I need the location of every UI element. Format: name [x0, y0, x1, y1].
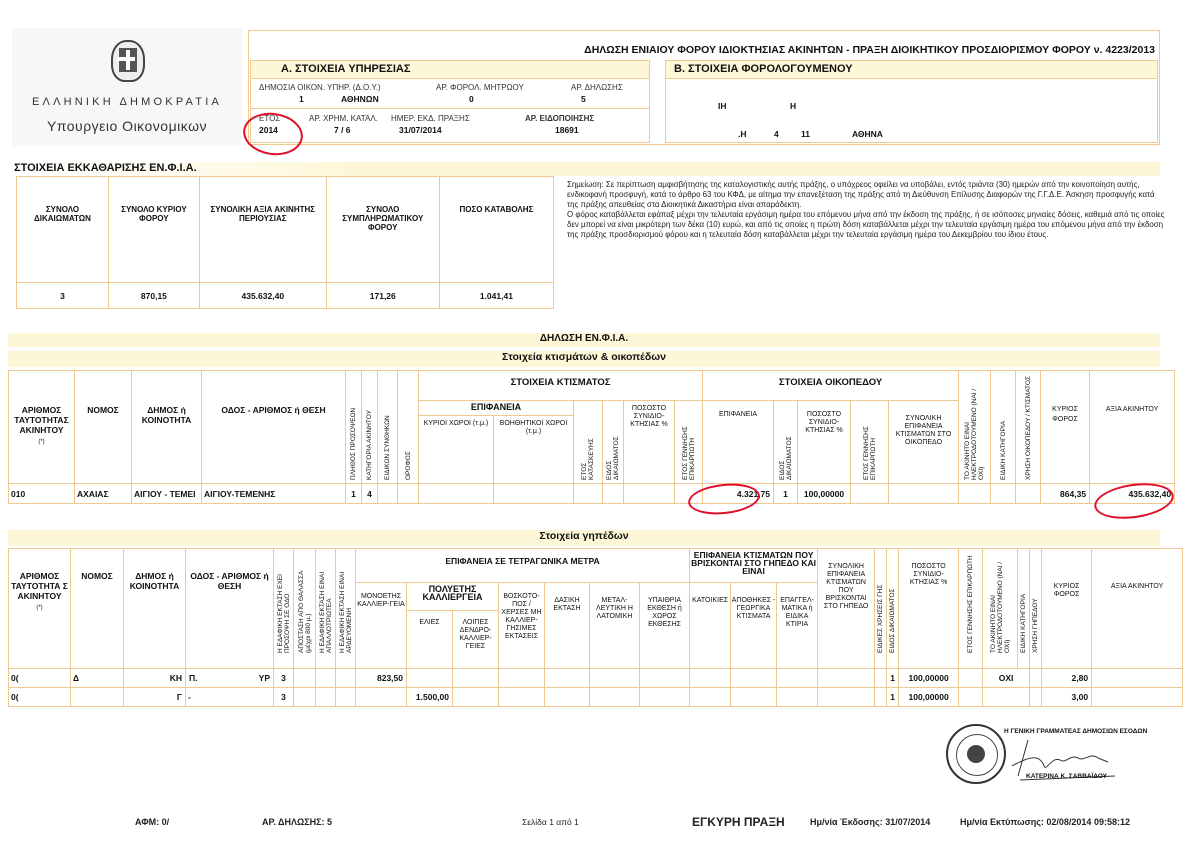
dilosi-value: 5 — [581, 94, 586, 104]
col-header: ΣΥΝΟΛΟ ΚΥΡΙΟΥ ΦΟΡΟΥ — [108, 177, 199, 283]
buildings-table — [8, 370, 1175, 504]
col-annual-crop: ΜΟΝΟΕΤΗΣ ΚΑΛΛΙΕΡ-ΓΕΙΑ — [356, 583, 407, 669]
col-category: ΚΑΤΗΓΟΡΙΑ ΑΚΙΝΗΤΟΥ — [366, 410, 373, 480]
col-usufruct-year: ΕΤΟΣ ΓΕΝΝΗΣΗΣ ΕΠΙΚΑΡΠΩΤΗ — [681, 426, 696, 480]
group-surface-sqm: ΕΠΙΦΑΝΕΙΑ ΣΕ ΤΕΤΡΑΓΩΝΙΚΑ ΜΕΤΡΑ — [356, 549, 690, 583]
col-value: ΑΞΙΑ ΑΚΙΝΗΤΟΥ — [1090, 371, 1175, 484]
plot-surface-value: 4.321,75 — [703, 484, 774, 504]
footer-print-date: Ημ/νία Εκτύπωσης: 02/08/2014 09:58:12 — [960, 817, 1130, 827]
col-aux-spaces: ΒΟΗΘΗΤΙΚΟΙ ΧΩΡΟΙ (τ.μ.) — [494, 416, 574, 484]
total-supplementary-tax: 171,26 — [326, 283, 439, 309]
col-usage: ΧΡΗΣΗ ΟΙΚΟΠΕΔΟΥ / ΚΤΙΣΜΑΤΟΣ — [1024, 376, 1032, 480]
total-property-value: 435.632,40 — [199, 283, 326, 309]
col-professional: ΕΠΑΓΓΕΛ-ΜΑΤΙΚΑ ή ΕΙΔΙΚΑ ΚΤΙΡΙΑ — [777, 583, 818, 669]
footer-page: Σελίδα 1 από 1 — [522, 817, 579, 827]
group-perennial-crop: ΠΟΛΥΕΤΗΣ ΚΑΛΛΙΕΡΓΕΙΑ — [407, 583, 499, 611]
katal-value: 7 / 6 — [334, 125, 351, 135]
col-facades: ΠΛΗΘΟΣ ΠΡΟΣΟΨΕΩΝ — [350, 407, 357, 480]
col-header: ΣΥΝΟΛΟ ΔΙΚΑΙΩΜΑΤΩΝ — [17, 177, 109, 283]
col-dimos: ΔΗΜΟΣ ή ΚΟΙΝΟΤΗΤΑ — [132, 371, 202, 484]
col-plot-surface: ΕΠΙΦΑΝΕΙΑ — [703, 401, 774, 484]
section-b — [665, 60, 1158, 143]
col-plot-percent: ΠΟΣΟΣΤΟ ΣΥΝΙΔΙΟ-ΚΤΗΣΙΑΣ % — [798, 401, 851, 484]
section-a-title: Α. ΣΤΟΙΧΕΙΑ ΥΠΗΡΕΣΙΑΣ — [251, 61, 649, 79]
property-value: 435.632,40 — [1090, 484, 1175, 504]
note-paragraph-2: Ο φόρος καταβάλλεται εφάπαξ μέχρι την τελευταία εργάσιμη ημέρα του επόμενου μήνα από την έκδοση της πράξης, ή σε ισόποσες μηνιαίες δόσεις, καθεμιά από τις οποίες δεν μπορεί να είναι μικρότερη των δέκα (10) ευρώ, και από τις οποίες η πρώτη δόση καταβάλλεται μέχρι την τελευταία εργάσιμη ημέρα του επόμενου μήνα από την έκδοση της πράξης προσδιορισμού φόρου και η τελευταία δόση καταβάλλεται μέχρι την τελευταία εργάσιμη ημέρα του Δεκεμβρίου του ίδιου έτους. — [567, 210, 1165, 239]
col-pasture: ΒΟΣΚΟΤΟ-ΠΟΣ / ΧΕΡΣΕΣ ΜΗ ΚΑΛΛΙΕΡ-ΓΗΣΙΜΕΣ ΕΚΤΑΣΕΙΣ — [499, 583, 545, 669]
greek-coat-of-arms-icon — [111, 40, 145, 82]
col-percent: ΠΟΣΟΣΤΟ ΣΥΝΙΔΙΟ-ΚΤΗΣΙΑΣ % — [624, 401, 675, 484]
footer-issue-date: Ημ/νία Έκδοσης: 31/07/2014 — [810, 817, 931, 827]
land-title: Στοιχεία γηπέδων — [8, 530, 1160, 546]
col-electrified: ΤΟ ΑΚΙΝΗΤΟ ΕΙΝΑΙ ΗΛΕΚΤΡΟΔΟΤΟΥΜΕΝΟ (ΝΑΙ / ΟΧΙ) — [964, 388, 986, 480]
group-surface: ΕΠΙΦΑΝΕΙΑ — [419, 401, 574, 416]
declaration-title: ΔΗΛΩΣΗ ΕΝ.Φ.Ι.Α. — [8, 333, 1160, 347]
logo-ministry: Υπουργειο Οικονομικων — [46, 118, 208, 134]
col-right-type: ΕΙΔΟΣ ΔΙΚΑΙΩΜΑΤΟΣ — [889, 588, 897, 653]
col-percent: ΠΟΣΟΣΤΟ ΣΥΝΙΔΙΟ-ΚΤΗΣΙΑΣ % — [899, 549, 959, 669]
col-odos: ΟΔΟΣ - ΑΡΙΘΜΟΣ ή ΘΕΣΗ — [202, 371, 346, 484]
col-special-uses: ΕΙΔΙΚΕΣ ΧΡΗΣΕΙΣ ΓΗΣ — [877, 584, 885, 653]
cross-icon — [117, 57, 135, 61]
col-residences: ΚΑΤΟΙΚΙΕΣ — [690, 583, 731, 669]
col-plot-usufruct-year: ΕΤΟΣ ΓΕΝΝΗΣΗΣ ΕΠΙΚΑΡΠΩΤΗ — [862, 426, 877, 480]
col-special-category: ΕΙΔΙΚΗ ΚΑΤΗΓΟΡΙΑ — [1020, 593, 1028, 653]
total-rights: 3 — [17, 283, 109, 309]
imer-value: 31/07/2014 — [399, 125, 442, 135]
taxpayer-postcode: 11 — [801, 129, 810, 139]
col-right-type: ΕΙΔΟΣ ΔΙΚΑΙΩΜΑΤΟΣ — [606, 436, 620, 480]
etos-value: 2014 — [259, 125, 278, 135]
signatory-name: ΚΑΤΕΡΙΝΑ Κ. ΣΑΒΒΑΪΔΟΥ — [1026, 773, 1107, 780]
eidop-value: 18691 — [555, 125, 579, 135]
taxpayer-number: 4 — [774, 129, 779, 139]
table-row: 010 ΑΧΑΙΑΣ ΑΙΓΙΟΥ - ΤΕΜΕΙ ΑΙΓΙΟΥ-ΤΕΜΕΝΗΣ 1 4 4.321,75 1 100,00000 864,35 435.632,40 — [9, 484, 1175, 504]
col-floor: ΟΡΟΦΟΣ — [404, 451, 412, 480]
taxpayer-address: .Η — [738, 129, 747, 139]
signatory-title: Η ΓΕΝΙΚΗ ΓΡΑΜΜΑΤΕΑΣ ΔΗΜΟΣΙΩΝ ΕΣΟΔΩΝ — [1004, 728, 1148, 735]
group-building: ΣΤΟΙΧΕΙΑ ΚΤΙΣΜΑΤΟΣ — [419, 371, 703, 401]
col-plot-right-type: ΕΙΔΟΣ ΔΙΚΑΙΩΜΑΤΟΣ — [778, 436, 793, 480]
col-dimos: ΔΗΜΟΣ ή ΚΟΙΝΟΤΗΤΑ — [124, 549, 186, 669]
col-usufruct-year: ΕΤΟΣ ΓΕΝΝΗΣΗΣ ΕΠΙΚΑΡΠΩΤΗ — [967, 555, 975, 653]
col-warehouses: ΑΠΟΘΗΚΕΣ - ΓΕΩΡΓΙΚΑ ΚΤΙΣΜΑΤΑ — [731, 583, 777, 669]
imer-label: ΗΜΕΡ. ΕΚΔ. ΠΡΑΞΗΣ — [391, 114, 470, 123]
clearance-table — [16, 176, 554, 309]
eidop-label: ΑΡ. ΕΙΔΟΠΟΙΗΣΗΣ — [525, 114, 595, 123]
col-id: ΑΡΙΘΜΟΣ ΤΑΥΤΟΤΗΤΑ Σ ΑΚΙΝΗΤΟΥ (*) — [9, 549, 71, 669]
legal-note — [567, 180, 1167, 240]
col-forest: ΔΑΣΙΚΗ ΕΚΤΑΣΗ — [545, 583, 590, 669]
buildings-title: Στοιχεία κτισμάτων & οικοπέδων — [8, 351, 1160, 367]
taxpayer-field: ΙΗ — [718, 101, 727, 111]
footer-afm: ΑΦΜ: 0/ — [135, 817, 170, 827]
col-main-tax: ΚΥΡΙΟΣ ΦΟΡΟΣ — [1042, 549, 1092, 669]
col-id: ΑΡΙΘΜΟΣ ΤΑΥΤΟΤΗΤΑΣ ΑΚΙΝΗΤΟΥ (*) — [9, 371, 75, 484]
clearance-title: ΣΤΟΙΧΕΙΑ ΕΚΚΑΘΑΡΙΣΗΣ ΕΝ.Φ.Ι.Α. — [14, 162, 1160, 176]
document-title: ΔΗΛΩΣΗ ΕΝΙΑΙΟΥ ΦΟΡΟΥ ΙΔΙΟΚΤΗΣΙΑΣ ΑΚΙΝΗΤΩΝ - ΠΡΑΞΗ ΔΙΟΙΚΗΤΙΚΟΥ ΠΡΟΣΔΙΟΡΙΣΜΟΥ ΦΟΡΟΥ ν. 4223/2013 — [584, 44, 1155, 56]
mitroo-label: ΑΡ. ΦΟΡΟΛ. ΜΗΤΡΩΟΥ — [436, 83, 524, 92]
col-nomos: ΝΟΜΟΣ — [71, 549, 124, 669]
doy-label: ΔΗΜΟΣΙΑ ΟΙΚΟΝ. ΥΠΗΡ. (Δ.Ο.Υ.) — [259, 83, 381, 92]
taxpayer-field: Η — [790, 101, 797, 111]
table-row: 0( Δ ΚΗ Π. ΥΡ 3 823,50 1 100,00000 ΟΧΙ 2,80 — [9, 669, 1183, 688]
col-header: ΣΥΝΟΛΙΚΗ ΑΞΙΑ ΑΚΙΝΗΤΗΣ ΠΕΡΙΟΥΣΙΑΣ — [199, 177, 326, 283]
section-a — [250, 60, 650, 143]
col-olives: ΕΛΙΕΣ — [407, 611, 453, 669]
col-nomos: ΝΟΜΟΣ — [75, 371, 132, 484]
col-road-facade: Η ΕΔΑΦΙΚΗ ΕΚΤΑΣΗ ΕΧΕΙ ΠΡΟΣΟΨΗ ΣΕ ΟΔΟ — [276, 574, 291, 653]
col-odos: ΟΔΟΣ - ΑΡΙΘΜΟΣ ή ΘΕΣΗ — [186, 549, 274, 669]
footer-declaration: ΑΡ. ΔΗΛΩΣΗΣ: 5 — [262, 817, 333, 827]
official-seal — [946, 724, 1006, 784]
doy-name: ΑΘΗΝΩΝ — [341, 94, 379, 104]
total-main-tax: 870,15 — [108, 283, 199, 309]
col-mining: ΜΕΤΑΛ-ΛΕΥΤΙΚΗ Η ΛΑΤΟΜΙΚΗ — [590, 583, 640, 669]
section-b-title: Β. ΣΤΟΙΧΕΙΑ ΦΟΡΟΛΟΓΟΥΜΕΝΟΥ — [666, 61, 1157, 79]
col-value: ΑΞΙΑ ΑΚΙΝΗΤΟΥ — [1092, 549, 1183, 669]
logo-republic: ΕΛΛΗΝΙΚΗ ΔΗΜΟΚΡΑΤΙΑ — [31, 96, 222, 108]
col-total-built: ΣΥΝΟΛΙΚΗ ΕΠΙΦΑΝΕΙΑ ΚΤΙΣΜΑΤΩΝ ΣΤΟ ΟΙΚΟΠΕΔΟ — [889, 401, 959, 484]
table-row: 0( Γ - 3 1.500,00 1 100,00000 3,00 — [9, 688, 1183, 707]
col-construction-year: ΕΤΟΣ ΚΑΤΑΣΚΕΥΗΣ — [581, 438, 595, 480]
col-special: ΕΙΔΙΚΩΝ ΣΥΝΘΗΚΩΝ — [384, 415, 391, 480]
mitroo-value: 0 — [469, 94, 474, 104]
doy-code: 1 — [299, 94, 304, 104]
etos-label: ΕΤΟΣ — [259, 114, 281, 123]
col-expropriable: Η ΕΔΑΦΙΚΗ ΕΚΤΑΣΗ ΕΙΝΑΙ ΑΠΑΛΛΟΤΡΙΩΤΕΑ — [318, 571, 333, 653]
col-main-spaces: ΚΥΡΙΟΙ ΧΩΡΟΙ (τ.μ.) — [419, 416, 494, 484]
col-irrigated: Η ΕΔΑΦΙΚΗ ΕΚΤΑΣΗ ΕΙΝΑΙ ΑΡΔΕΥΟΜΕΝΗ — [338, 571, 353, 653]
payment-amount: 1.041,41 — [439, 283, 553, 309]
col-electrified: ΤΟ ΑΚΙΝΗΤΟ ΕΙΝΑΙ ΗΛΕΚΤΡΟΔΟΤΟΥΜΕΝΟ (ΝΑΙ / ΟΧΙ) — [989, 561, 1011, 653]
col-header: ΠΟΣΟ ΚΑΤΑΒΟΛΗΣ — [439, 177, 553, 283]
col-outdoor-exhibition: ΥΠΑΙΘΡΙΑ ΕΚΘΕΣΗ ή ΧΩΡΟΣ ΕΚΘΕΣΗΣ — [640, 583, 690, 669]
col-special-category: ΕΙΔΙΚΗ ΚΑΤΗΓΟΡΙΑ — [999, 420, 1007, 480]
ministry-logo — [12, 28, 242, 146]
col-header: ΣΥΝΟΛΟ ΣΥΜΠΛΗΡΩΜΑΤΙΚΟΥ ΦΟΡΟΥ — [326, 177, 439, 283]
col-other-trees: ΛΟΙΠΕΣ ΔΕΝΔΡΟ-ΚΑΛΛΙΕΡ-ΓΕΙΕΣ — [453, 611, 499, 669]
col-sea-distance: ΑΠΟΣΤΑΣΗ ΑΠΟ ΘΑΛΑΣΣΑ (μέχρι 800 μ.) — [297, 571, 312, 653]
katal-label: ΑΡ. ΧΡΗΜ. ΚΑΤΑΛ. — [309, 114, 378, 123]
group-plot: ΣΤΟΙΧΕΙΑ ΟΙΚΟΠΕΔΟΥ — [703, 371, 959, 401]
col-total-built: ΣΥΝΟΛΙΚΗ ΕΠΙΦΑΝΕΙΑ ΚΤΙΣΜΑΤΩΝ ΠΟΥ ΒΡΙΣΚΟΝΤΑΙ ΣΤΟ ΓΗΠΕΔΟ — [818, 549, 875, 669]
taxpayer-city: ΑΘΗΝΑ — [852, 129, 883, 139]
note-paragraph-1: Σημείωση: Σε περίπτωση αμφισβήτησης της καταλογιστικής αυτής πράξης, ο υπόχρεος οφείλει να υποβάλει, εντός τριάντα (30) ημερών από την κοινοποίηση αυτής, ενδικοφανή προσφυγή, κατά το άρθρο 63 του ΚΦΔ, με αίτημα την επανεξέταση της πράξης από τη Διεύθυνση Επίλυσης Διαφορών της Γ.Γ.Δ.Ε. Άσκηση προσφυγής κατά της πράξης απευθείας στα Διοικητικά Δικαστήρια είναι απαράδεκτη. — [567, 180, 1155, 209]
dilosi-label: ΑΡ. ΔΗΛΩΣΗΣ — [571, 83, 623, 92]
land-table — [8, 548, 1183, 707]
footer-status: ΕΓΚΥΡΗ ΠΡΑΞΗ — [692, 815, 785, 829]
group-buildings-on-land: ΕΠΙΦΑΝΕΙΑ ΚΤΙΣΜΑΤΩΝ ΠΟΥ ΒΡΙΣΚΟΝΤΑΙ ΣΤΟ ΓΗΠΕΔΟ ΚΑΙ ΕΙΝΑΙ — [690, 549, 818, 583]
col-main-tax: ΚΥΡΙΟΣ ΦΟΡΟΣ — [1041, 371, 1090, 484]
col-land-use: ΧΡΗΣΗ ΓΗΠΕΔΟΥ — [1032, 598, 1040, 653]
